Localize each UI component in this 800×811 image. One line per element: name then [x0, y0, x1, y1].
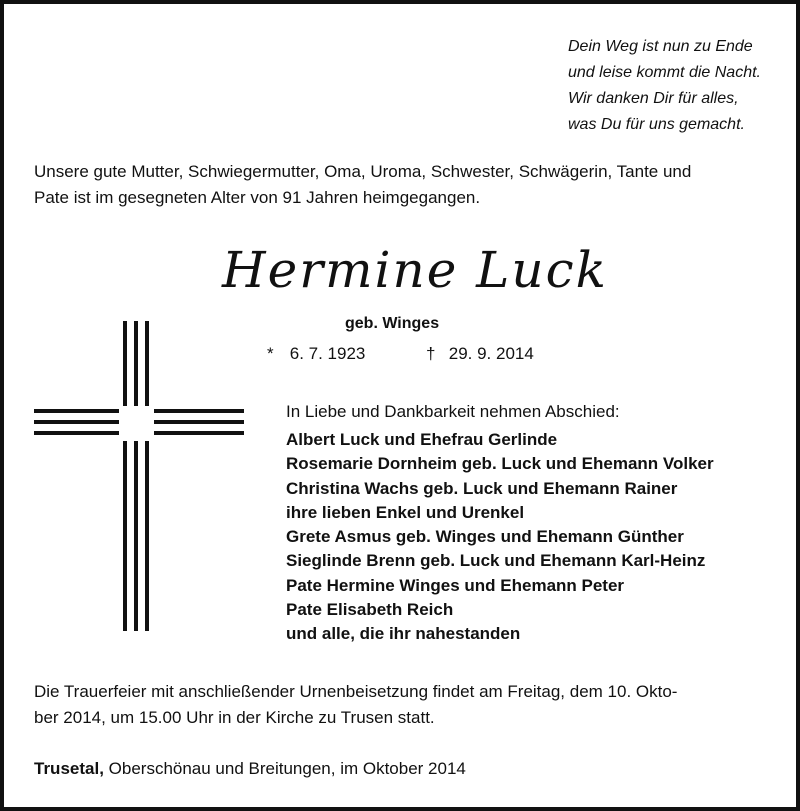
poem-line: und leise kommt die Nacht. — [568, 64, 761, 81]
birth-date-value: 6. 7. 1923 — [289, 344, 366, 363]
mourner-line: Albert Luck und Ehefrau Gerlinde — [286, 430, 558, 449]
poem-line: was Du für uns gemacht. — [568, 116, 745, 133]
mourner-line: Pate Hermine Winges und Ehemann Peter — [286, 575, 625, 595]
mourner-line: Grete Asmus geb. Winges und Ehemann Günther — [286, 527, 684, 547]
poem-line: Wir danken Dir für alles, — [568, 90, 739, 107]
location-details: Oberschönau und Breitungen, im Oktober 2014 — [103, 759, 466, 778]
ceremony-info — [34, 679, 774, 731]
mourner-line: Rosemarie Dornheim geb. Luck und Ehemann Volker — [286, 454, 714, 474]
farewell-intro: In Liebe und Dankbarkeit nehmen Abschied: — [286, 402, 620, 421]
mourner-line: ihre lieben Enkel und Urenkel — [286, 502, 525, 522]
ceremony-line: Die Trauerfeier mit anschließender Urnenbeisetzung findet am Freitag, dem 10. Okto- — [34, 682, 678, 701]
birth-date — [267, 342, 365, 366]
mourner-line: Christina Wachs geb. Luck und Ehemann Rainer — [286, 478, 678, 498]
mourner-line: und alle, die ihr nahestanden — [286, 624, 521, 644]
ceremony-line: ber 2014, um 15.00 Uhr in der Kirche zu Trusen statt. — [34, 708, 435, 727]
announcement-line: Unsere gute Mutter, Schwiegermutter, Oma, Uroma, Schwester, Schwägerin, Tante und — [34, 162, 692, 181]
deceased-name: Hermine Luck — [222, 241, 608, 299]
death-date-value: 29. 9. 2014 — [448, 344, 534, 363]
mourners-list — [286, 428, 714, 647]
poem-line: Dein Weg ist nun zu Ende — [568, 38, 753, 55]
birth-symbol-icon: * — [267, 344, 274, 363]
death-symbol-icon: † — [426, 344, 436, 363]
location-place: Trusetal, — [34, 759, 104, 778]
mourner-line: Sieglinde Brenn geb. Luck und Ehemann Karl-Heinz — [286, 551, 706, 571]
maiden-name: geb. Winges — [345, 315, 440, 332]
announcement-text — [34, 159, 774, 211]
cross-icon — [34, 321, 244, 631]
death-date — [426, 342, 534, 366]
mourner-line: Pate Elisabeth Reich — [286, 600, 454, 620]
announcement-line: Pate ist im gesegneten Alter von 91 Jahren heimgegangen. — [34, 188, 481, 207]
poem — [568, 34, 788, 138]
location-line — [34, 757, 466, 781]
